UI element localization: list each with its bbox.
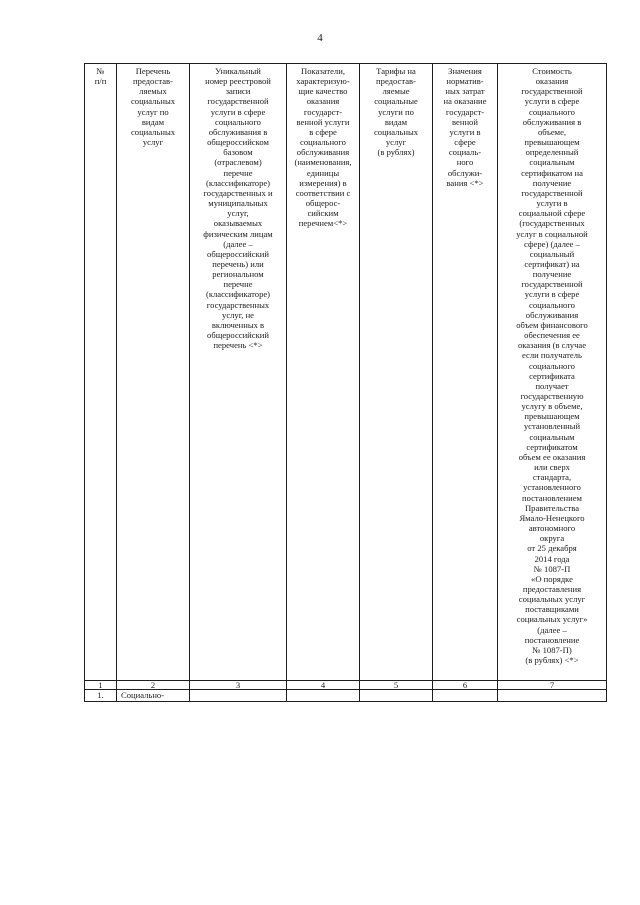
- table-cell: [287, 690, 360, 702]
- header-services-list: Перечень предостав- ляемых социальных услуг по видам социальных услуг: [130, 66, 176, 148]
- column-number: 2: [117, 681, 190, 690]
- header-cell: [498, 64, 607, 681]
- header-cell: [360, 64, 433, 681]
- column-number: 3: [190, 681, 287, 690]
- row-number: 1.: [85, 690, 117, 702]
- header-cell: [433, 64, 498, 681]
- header-normative-costs: Значения норматив- ных затрат на оказание государст- венной услуги в сфере социаль- ного обслужи- вания <*>: [443, 66, 487, 188]
- column-number-row: [85, 681, 607, 690]
- column-number: 7: [498, 681, 607, 690]
- table-cell: [360, 690, 433, 702]
- table-cell: [498, 690, 607, 702]
- column-number: 4: [287, 681, 360, 690]
- table-row: [85, 690, 607, 702]
- column-number: 1: [85, 681, 117, 690]
- services-table: [84, 63, 607, 702]
- row-service-name: Социально-: [117, 690, 190, 702]
- table-header-row: [85, 64, 607, 681]
- header-cell: [190, 64, 287, 681]
- table-cell: [433, 690, 498, 702]
- header-cell: [85, 64, 117, 681]
- column-number: 6: [433, 681, 498, 690]
- page-number: 4: [317, 32, 323, 44]
- header-cell: [287, 64, 360, 681]
- header-number: № п/п: [94, 66, 107, 87]
- header-registry-number: Уникальный номер реестровой записи государственной услуги в сфере социального обслуживания в общероссийском базовом (отраслевом) перечне (классификаторе) государственных и муниципальных услуг, оказываемых физическим лицам (далее – общероссийский перечень) или региональном перечне (классификаторе) государственных услуг, не включенных в общероссийский перечень <*>: [203, 66, 273, 351]
- table-cell: [190, 690, 287, 702]
- header-service-cost: Стоимость оказания государственной услуги в сфере социального обслуживания в объеме, превышающем определенный социальным сертификатом на получение государственной услуги в социальной сфере (государственных услуг в социальной сфере) (далее – социальный сертификат) на получение государственной услуги в сфере социального обслуживания объем финансового обеспечения ее оказания (в случае если получатель социального сертификата получает государственную услугу в объеме, превышающем установленный социальным сертификатом объем ее оказания или сверх стандарта, установленного постановлением Правительства Ямало-Ненецкого автономного округа от 25 декабря 2014 года № 1087-П «О порядке предоставления социальных услуг поставщиками социальных услуг» (далее – постановление № 1087-П) (в рублях) <*>: [516, 66, 588, 666]
- header-tariffs: Тарифы на предостав- ляемые социальные услуги по видам социальных услуг (в рублях): [373, 66, 419, 158]
- header-quality-indicators: Показатели, характеризую- щие качество оказания государст- венной услуги в сфере социального обслуживания (наименования, единицы измерения) в соответствии с общерос- сийским перечнем<*>: [294, 66, 352, 229]
- column-number: 5: [360, 681, 433, 690]
- header-cell: [117, 64, 190, 681]
